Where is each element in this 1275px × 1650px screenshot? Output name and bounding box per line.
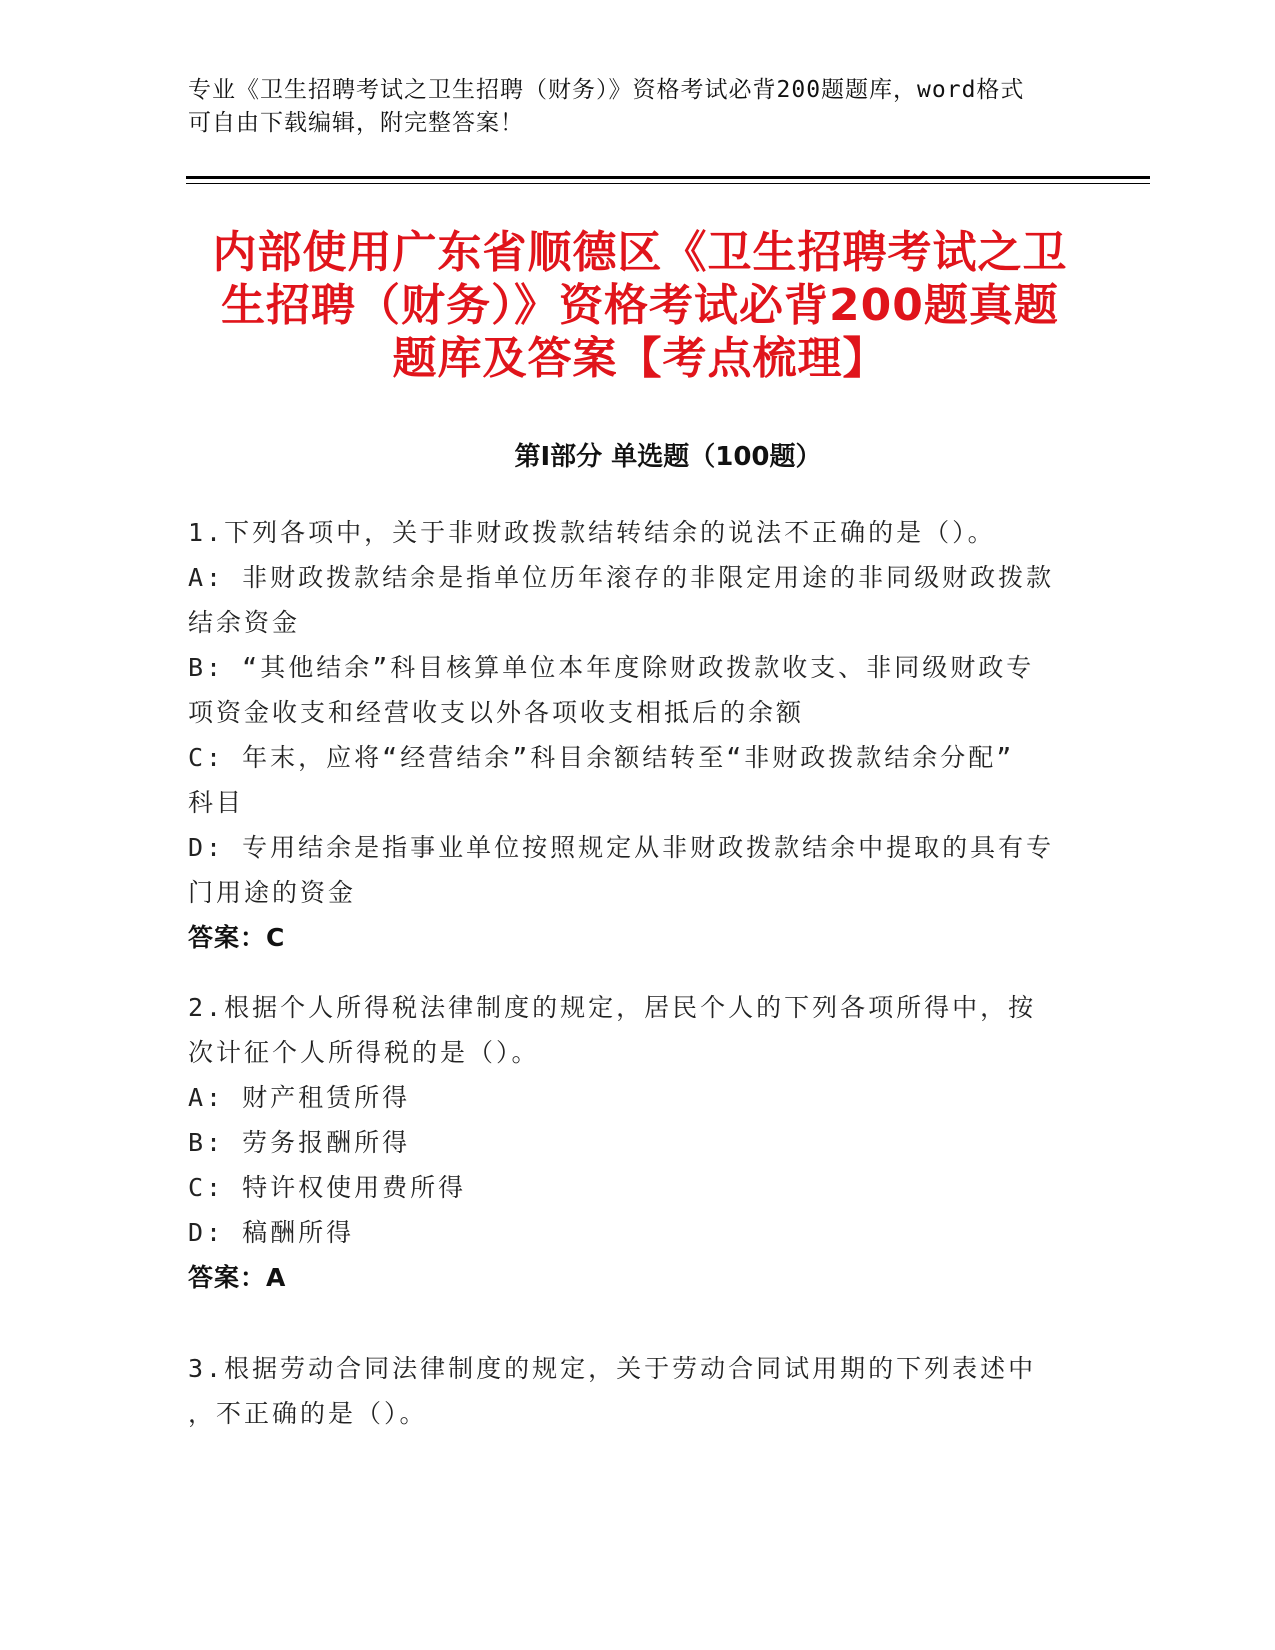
option-b-line: B: “其他结余”科目核算单位本年度除财政拨款收支、非同级财政专: [188, 653, 1035, 682]
header-note-line: 可自由下载编辑，附完整答案！: [188, 110, 524, 136]
answer-label: 答案：C: [188, 923, 286, 952]
answer-label: 答案：A: [188, 1263, 287, 1292]
option-d-line: D: 专用结余是指事业单位按照规定从非财政拨款结余中提取的具有专: [188, 833, 1055, 862]
section-title: 第I部分 单选题（100题）: [514, 442, 822, 472]
header-note-line: 专业《卫生招聘考试之卫生招聘（财务）》资格考试必背200题题库，word格式: [188, 77, 1025, 103]
question-stem: 2.根据个人所得税法律制度的规定，居民个人的下列各项所得中，按: [188, 993, 1037, 1022]
document-title: [190, 226, 1090, 385]
question-3: [188, 1346, 1068, 1436]
question-stem: 次计征个人所得税的是（）。: [188, 1038, 540, 1067]
option-a-line: A: 非财政拨款结余是指单位历年滚存的非限定用途的非同级财政拨款: [188, 563, 1055, 592]
option-c-line: C: 年末，应将“经营结余”科目余额结转至“非财政拨款结余分配”: [188, 743, 1015, 772]
question-stem: 1.下列各项中，关于非财政拨款结转结余的说法不正确的是（）。: [188, 518, 996, 547]
header-divider-thick: [186, 176, 1150, 179]
option-a-line: A: 财产租赁所得: [188, 1083, 411, 1112]
header-divider-thin: [186, 183, 1150, 184]
option-d-line: 门用途的资金: [188, 878, 357, 907]
question-stem: ，不正确的是（）。: [188, 1399, 428, 1428]
question-stem: 3.根据劳动合同法律制度的规定，关于劳动合同试用期的下列表述中: [188, 1354, 1037, 1383]
question-2: [188, 985, 1068, 1300]
question-1: [188, 510, 1068, 960]
option-d-line: D: 稿酬所得: [188, 1218, 355, 1247]
title-line: 内部使用广东省顺德区《卫生招聘考试之卫: [212, 227, 1068, 278]
option-b-line: 项资金收支和经营收支以外各项收支相抵后的余额: [188, 698, 805, 727]
option-a-line: 结余资金: [188, 608, 301, 637]
header-note: [188, 74, 1068, 140]
title-line: 题库及答案【考点梳理】: [392, 333, 888, 384]
option-b-line: B: 劳务报酬所得: [188, 1128, 411, 1157]
option-c-line: 科目: [188, 788, 245, 817]
option-c-line: C: 特许权使用费所得: [188, 1173, 467, 1202]
title-line: 生招聘（财务）》资格考试必背200题真题: [221, 280, 1059, 331]
